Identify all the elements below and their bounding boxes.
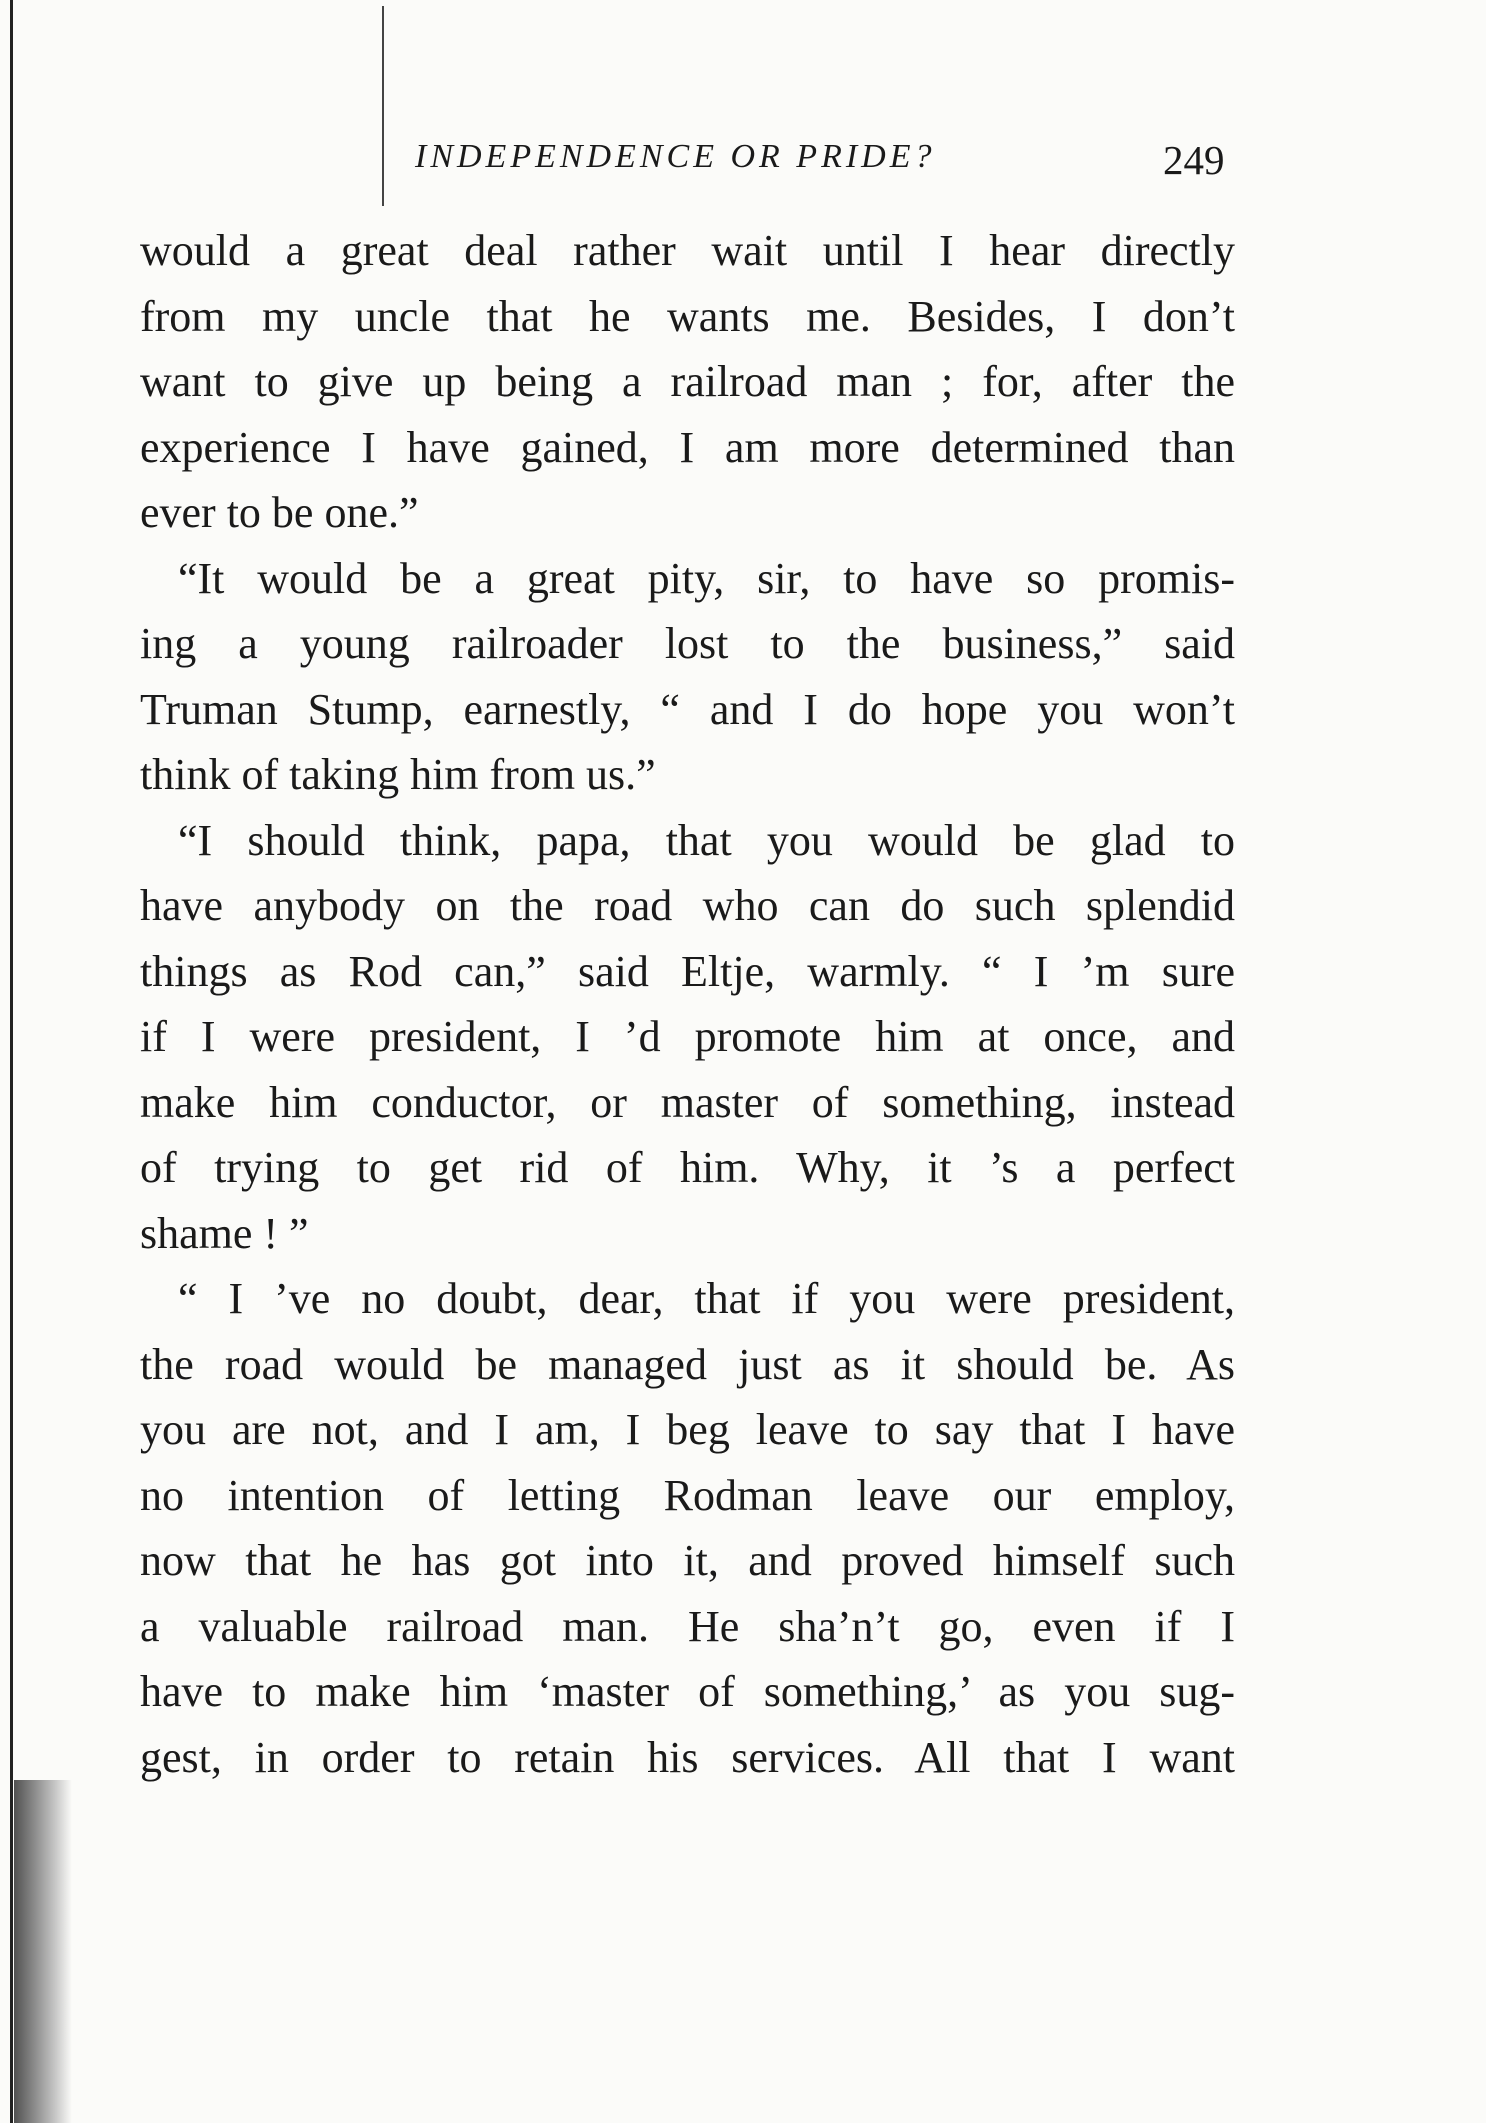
text-line: “It would be a great pity, sir, to have so promis- xyxy=(178,553,1235,603)
body-text xyxy=(140,218,1235,1790)
page-gutter-edge xyxy=(10,0,13,2123)
text-line: ing a young railroader lost to the business,” said xyxy=(140,619,1235,668)
running-head: INDEPENDENCE OR PRIDE? xyxy=(415,138,936,175)
text-line: Truman Stump, earnestly, “ and I do hope you won’t xyxy=(140,684,1235,734)
text-line: things as Rod can,” said Eltje, warmly. “ I ’m sure xyxy=(140,946,1235,996)
text-line: would a great deal rather wait until I hear directly xyxy=(140,226,1235,275)
text-line: have anybody on the road who can do such splendid xyxy=(140,881,1235,930)
text-line: you are not, and I am, I beg leave to say that I have xyxy=(140,1405,1235,1454)
binding-shadow xyxy=(14,1780,72,2123)
text-line: from my uncle that he wants me. Besides, I don’t xyxy=(140,291,1235,341)
text-line: a valuable railroad man. He sha’n’t go, even if I xyxy=(140,1601,1235,1651)
header-vertical-rule xyxy=(382,6,384,206)
text-line: if I were president, I ’d promote him at once, and xyxy=(140,1012,1235,1061)
text-line: think of taking him from us.” xyxy=(140,750,656,799)
text-line: gest, in order to retain his services. All that I want xyxy=(140,1732,1235,1782)
text-line: “I should think, papa, that you would be glad to xyxy=(178,815,1235,865)
text-line: shame ! ” xyxy=(140,1208,309,1258)
text-line: now that he has got into it, and proved himself such xyxy=(140,1536,1235,1585)
text-line: make him conductor, or master of something, instead xyxy=(140,1077,1235,1127)
text-line: have to make him ‘master of something,’ as you sug- xyxy=(140,1667,1235,1716)
text-line: ever to be one.” xyxy=(140,488,419,537)
text-line: want to give up being a railroad man ; for, after the xyxy=(140,357,1235,406)
text-line: “ I ’ve no doubt, dear, that if you were president, xyxy=(178,1274,1235,1323)
text-line: experience I have gained, I am more determined than xyxy=(140,422,1235,472)
text-line: no intention of letting Rodman leave our employ, xyxy=(140,1470,1235,1520)
text-line: the road would be managed just as it should be. As xyxy=(140,1339,1235,1389)
page-number: 249 xyxy=(1163,137,1225,183)
text-line: of trying to get rid of him. Why, it ’s a perfect xyxy=(140,1143,1235,1192)
